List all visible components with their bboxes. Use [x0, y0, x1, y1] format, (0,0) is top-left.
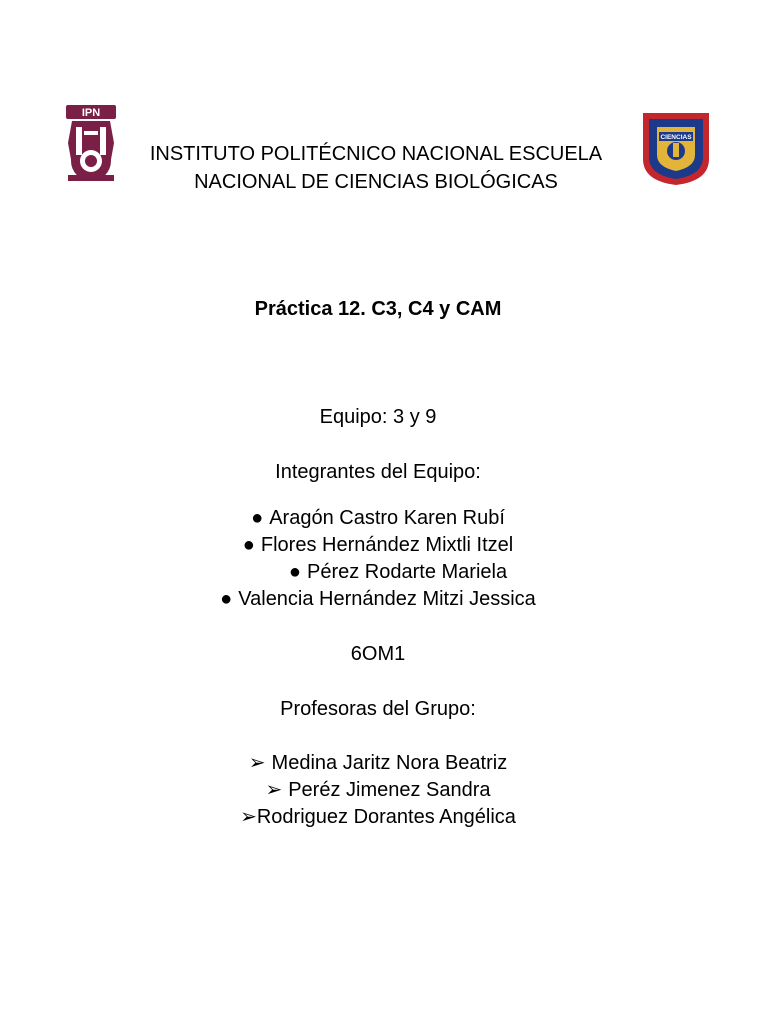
group-code: 6OM1 — [350, 643, 406, 665]
professor-name: Peréz Jimenez Sandra — [288, 779, 491, 801]
bullet-icon: ● — [288, 561, 301, 583]
institution-title: INSTITUTO POLITÉCNICO NACIONAL ESCUELA NACIONAL DE CIENCIAS BIOLÓGICAS — [149, 143, 603, 193]
professor-name: Medina Jaritz Nora Beatriz — [271, 752, 508, 774]
professor-item — [0, 750, 756, 776]
member-item — [0, 505, 756, 531]
bullet-icon: ● — [251, 507, 264, 529]
member-name: Aragón Castro Karen Rubí — [269, 507, 505, 529]
arrow-bullet-icon: ➢ — [248, 752, 266, 774]
encb-logo-text: CIENCIAS — [660, 134, 692, 141]
member-name: Pérez Rodarte Mariela — [307, 561, 508, 583]
practice-title: Práctica 12. C3, C4 y CAM — [254, 298, 502, 320]
bullet-icon: ● — [220, 588, 233, 610]
member-name: Flores Hernández Mixtli Itzel — [260, 534, 514, 556]
member-item — [0, 559, 768, 585]
encb-logo — [637, 107, 715, 187]
member-item — [0, 586, 756, 612]
arrow-bullet-icon: ➢ — [240, 806, 257, 828]
member-item — [0, 532, 756, 558]
members-heading: Integrantes del Equipo: — [275, 461, 481, 483]
ipn-logo — [62, 103, 120, 185]
professor-item — [0, 777, 756, 803]
professor-item — [0, 804, 756, 830]
professor-name: Rodriguez Dorantes Angélica — [256, 806, 516, 828]
member-name: Valencia Hernández Mitzi Jessica — [238, 588, 536, 610]
team-label: Equipo: 3 y 9 — [319, 406, 437, 428]
arrow-bullet-icon: ➢ — [265, 779, 283, 801]
ipn-logo-text: IPN — [81, 107, 101, 119]
professors-heading: Profesoras del Grupo: — [280, 698, 476, 720]
bullet-icon: ● — [242, 534, 255, 556]
